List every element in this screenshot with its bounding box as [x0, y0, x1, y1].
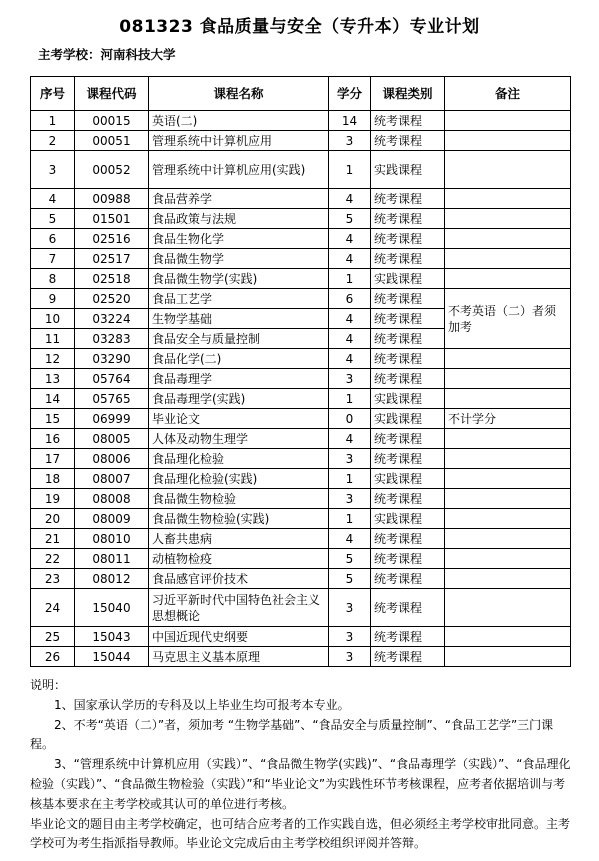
cell-type: 统考课程 [371, 647, 445, 667]
cell-remark-no-credit: 不计学分 [445, 409, 571, 429]
table-row [31, 229, 571, 249]
cell-remark-extra-exam: 不考英语（二）者须加考 [445, 289, 571, 349]
school-label: 主考学校：河南科技大学 [38, 47, 176, 62]
cell-type: 实践课程 [371, 269, 445, 289]
cell-credit: 1 [329, 389, 371, 409]
cell-name: 食品理化检验(实践) [149, 469, 329, 489]
cell-code: 08012 [75, 569, 149, 589]
note-4: 毕业论文的题目由主考学校确定，也可结合应考者的工作实践自选，但必须经主考学校审批同意。主考学校可为考生指派指导教师。毕业论文完成后由主考学校组织评阅并答辩。 [30, 816, 571, 851]
cell-type: 统考课程 [371, 209, 445, 229]
cell-seq: 19 [31, 489, 75, 509]
table-body [31, 111, 571, 667]
cell-type: 统考课程 [371, 489, 445, 509]
cell-seq: 1 [31, 111, 75, 131]
header-seq: 序号 [31, 77, 75, 111]
cell-code: 08009 [75, 509, 149, 529]
cell-remark [445, 449, 571, 469]
cell-credit: 0 [329, 409, 371, 429]
cell-type: 统考课程 [371, 627, 445, 647]
cell-name: 食品化学(二) [149, 349, 329, 369]
table-row [31, 111, 571, 131]
cell-remark [445, 647, 571, 667]
cell-code: 06999 [75, 409, 149, 429]
cell-code: 02516 [75, 229, 149, 249]
course-plan-table [30, 76, 571, 667]
cell-seq: 24 [31, 589, 75, 627]
table-row [31, 589, 571, 627]
cell-type: 实践课程 [371, 389, 445, 409]
cell-credit: 3 [329, 627, 371, 647]
table-row [31, 369, 571, 389]
cell-type: 统考课程 [371, 569, 445, 589]
cell-credit: 3 [329, 589, 371, 627]
table-row [31, 469, 571, 489]
cell-code: 08010 [75, 529, 149, 549]
cell-type: 统考课程 [371, 369, 445, 389]
cell-code: 08006 [75, 449, 149, 469]
cell-seq: 2 [31, 131, 75, 151]
cell-code: 05764 [75, 369, 149, 389]
table-row [31, 529, 571, 549]
cell-seq: 6 [31, 229, 75, 249]
cell-name: 毕业论文 [149, 409, 329, 429]
cell-remark [445, 529, 571, 549]
cell-code: 01501 [75, 209, 149, 229]
cell-credit: 1 [329, 509, 371, 529]
cell-seq: 21 [31, 529, 75, 549]
cell-code: 00015 [75, 111, 149, 131]
cell-type: 实践课程 [371, 409, 445, 429]
cell-name: 食品感官评价技术 [149, 569, 329, 589]
cell-name: 中国近现代史纲要 [149, 627, 329, 647]
cell-credit: 4 [329, 189, 371, 209]
cell-seq: 8 [31, 269, 75, 289]
cell-type: 统考课程 [371, 189, 445, 209]
cell-remark [445, 209, 571, 229]
cell-credit: 14 [329, 111, 371, 131]
table-row [31, 627, 571, 647]
cell-remark [445, 549, 571, 569]
cell-seq: 9 [31, 289, 75, 309]
table-row [31, 349, 571, 369]
cell-credit: 4 [329, 309, 371, 329]
cell-type: 统考课程 [371, 229, 445, 249]
table-row [31, 131, 571, 151]
table-row [31, 249, 571, 269]
cell-type: 统考课程 [371, 589, 445, 627]
cell-credit: 4 [329, 249, 371, 269]
cell-type: 统考课程 [371, 309, 445, 329]
cell-remark [445, 229, 571, 249]
cell-credit: 4 [329, 329, 371, 349]
cell-name: 食品毒理学 [149, 369, 329, 389]
table-row [31, 289, 571, 309]
cell-remark [445, 509, 571, 529]
header-credit: 学分 [329, 77, 371, 111]
cell-remark [445, 389, 571, 409]
cell-credit: 4 [329, 429, 371, 449]
cell-remark [445, 489, 571, 509]
cell-credit: 3 [329, 131, 371, 151]
cell-code: 08005 [75, 429, 149, 449]
cell-code: 00052 [75, 151, 149, 189]
table-row [31, 509, 571, 529]
table-row [31, 569, 571, 589]
cell-type: 统考课程 [371, 329, 445, 349]
cell-name: 食品安全与质量控制 [149, 329, 329, 349]
cell-credit: 4 [329, 529, 371, 549]
cell-code: 08007 [75, 469, 149, 489]
cell-seq: 18 [31, 469, 75, 489]
cell-credit: 5 [329, 569, 371, 589]
page-title: 081323 食品质量与安全（专升本）专业计划 [119, 17, 480, 37]
table-row [31, 429, 571, 449]
cell-seq: 22 [31, 549, 75, 569]
cell-credit: 4 [329, 349, 371, 369]
cell-remark [445, 189, 571, 209]
cell-code: 15040 [75, 589, 149, 627]
cell-type: 统考课程 [371, 289, 445, 309]
cell-credit: 6 [329, 289, 371, 309]
header-remark: 备注 [445, 77, 571, 111]
cell-name: 食品微生物学(实践) [149, 269, 329, 289]
cell-credit: 3 [329, 449, 371, 469]
table-row [31, 647, 571, 667]
cell-name: 食品生物化学 [149, 229, 329, 249]
cell-name: 食品政策与法规 [149, 209, 329, 229]
notes-section [30, 676, 576, 854]
table-row [31, 489, 571, 509]
table-row [31, 549, 571, 569]
cell-type: 统考课程 [371, 549, 445, 569]
cell-type: 统考课程 [371, 349, 445, 369]
cell-name: 习近平新时代中国特色社会主义思想概论 [149, 589, 329, 627]
note-3: 3、“管理系统中计算机应用（实践）”、“食品微生物学(实践)”、“食品毒理学（实践）”、“食品理化检验（实践）”、“食品微生物检验（实践）”和“毕业论文”为实践性环节考核课程，应考者依据培训与考核基本要求在主考学校或其认可的单位进行考核。 [30, 757, 571, 811]
cell-seq: 16 [31, 429, 75, 449]
cell-code: 05765 [75, 389, 149, 409]
cell-name: 食品毒理学(实践) [149, 389, 329, 409]
cell-seq: 15 [31, 409, 75, 429]
cell-seq: 20 [31, 509, 75, 529]
cell-credit: 1 [329, 151, 371, 189]
cell-code: 03224 [75, 309, 149, 329]
table-row [31, 209, 571, 229]
cell-code: 03283 [75, 329, 149, 349]
header-code: 课程代码 [75, 77, 149, 111]
cell-type: 统考课程 [371, 529, 445, 549]
cell-remark [445, 131, 571, 151]
note-2: 2、不考“英语（二）”者，须加考 “生物学基础”、“食品安全与质量控制”、“食品工艺学”三门课程。 [30, 717, 554, 752]
cell-credit: 3 [329, 369, 371, 389]
cell-code: 15044 [75, 647, 149, 667]
cell-type: 统考课程 [371, 249, 445, 269]
cell-seq: 4 [31, 189, 75, 209]
cell-credit: 1 [329, 469, 371, 489]
cell-remark [445, 569, 571, 589]
cell-code: 02518 [75, 269, 149, 289]
cell-code: 00051 [75, 131, 149, 151]
cell-remark [445, 269, 571, 289]
cell-credit: 1 [329, 269, 371, 289]
table-row [31, 269, 571, 289]
cell-type: 统考课程 [371, 131, 445, 151]
cell-seq: 7 [31, 249, 75, 269]
cell-seq: 17 [31, 449, 75, 469]
cell-name: 人畜共患病 [149, 529, 329, 549]
cell-seq: 26 [31, 647, 75, 667]
cell-remark [445, 589, 571, 627]
table-row [31, 151, 571, 189]
cell-seq: 25 [31, 627, 75, 647]
cell-name: 动植物检疫 [149, 549, 329, 569]
table-header-row [31, 77, 571, 111]
cell-seq: 23 [31, 569, 75, 589]
cell-name: 马克思主义基本原理 [149, 647, 329, 667]
cell-remark [445, 429, 571, 449]
cell-name: 食品微生物学 [149, 249, 329, 269]
cell-code: 08011 [75, 549, 149, 569]
cell-credit: 4 [329, 229, 371, 249]
notes-heading: 说明： [30, 678, 67, 692]
cell-seq: 11 [31, 329, 75, 349]
cell-seq: 13 [31, 369, 75, 389]
cell-name: 英语(二) [149, 111, 329, 131]
cell-seq: 14 [31, 389, 75, 409]
note-1: 1、国家承认学历的专科及以上毕业生均可报考本专业。 [54, 697, 350, 712]
cell-remark [445, 349, 571, 369]
cell-code: 03290 [75, 349, 149, 369]
cell-name: 管理系统中计算机应用(实践) [149, 151, 329, 189]
cell-remark [445, 369, 571, 389]
cell-type: 统考课程 [371, 449, 445, 469]
header-type: 课程类别 [371, 77, 445, 111]
cell-credit: 5 [329, 549, 371, 569]
cell-seq: 3 [31, 151, 75, 189]
cell-type: 统考课程 [371, 429, 445, 449]
table-row [31, 189, 571, 209]
cell-seq: 10 [31, 309, 75, 329]
cell-name: 人体及动物生理学 [149, 429, 329, 449]
table-row [31, 389, 571, 409]
header-name: 课程名称 [149, 77, 329, 111]
cell-code: 02517 [75, 249, 149, 269]
cell-remark [445, 249, 571, 269]
cell-name: 食品工艺学 [149, 289, 329, 309]
cell-name: 管理系统中计算机应用 [149, 131, 329, 151]
table-row [31, 409, 571, 429]
cell-code: 00988 [75, 189, 149, 209]
cell-remark [445, 627, 571, 647]
cell-type: 实践课程 [371, 151, 445, 189]
cell-code: 08008 [75, 489, 149, 509]
cell-type: 实践课程 [371, 509, 445, 529]
cell-remark [445, 111, 571, 131]
cell-name: 食品理化检验 [149, 449, 329, 469]
cell-seq: 12 [31, 349, 75, 369]
cell-type: 实践课程 [371, 469, 445, 489]
cell-remark [445, 469, 571, 489]
cell-seq: 5 [31, 209, 75, 229]
cell-name: 食品微生物检验 [149, 489, 329, 509]
cell-type: 统考课程 [371, 111, 445, 131]
table-row [31, 449, 571, 469]
cell-credit: 3 [329, 489, 371, 509]
cell-code: 02520 [75, 289, 149, 309]
cell-name: 食品营养学 [149, 189, 329, 209]
cell-name: 食品微生物检验(实践) [149, 509, 329, 529]
cell-code: 15043 [75, 627, 149, 647]
cell-remark [445, 151, 571, 189]
cell-credit: 5 [329, 209, 371, 229]
cell-name: 生物学基础 [149, 309, 329, 329]
cell-credit: 3 [329, 647, 371, 667]
